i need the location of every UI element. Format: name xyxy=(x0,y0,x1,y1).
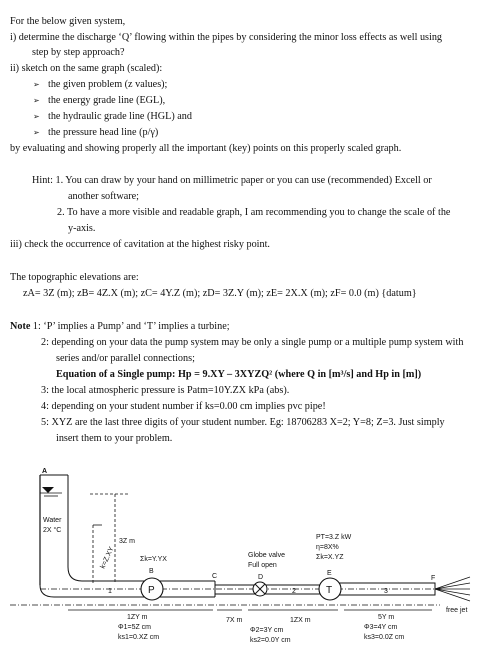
elevations-line: zA= 3Z (m); zB= 4Z.X (m); zC= 4Y.Z (m); zD= 3Z.Y (m); zE= 2X.X (m); zF= 0.0 (m) {datum} xyxy=(23,288,417,299)
note-4: 4: depending on your student number if ks=0.00 cm implies pvc pipe! xyxy=(41,401,326,412)
water-label: Water xyxy=(43,517,62,524)
intro-line: For the below given system, xyxy=(10,16,126,27)
free-jet-icon xyxy=(435,577,470,601)
question-ii: ii) sketch on the same graph (scaled): xyxy=(10,63,163,74)
reservoir xyxy=(40,475,136,597)
bullet-z-values: ➢ the given problem (z values); xyxy=(48,79,167,91)
turbine-efficiency-label: η=8X% xyxy=(316,544,339,551)
hint-2-line2: y-axis. xyxy=(68,223,96,234)
length-cd-label: 7X m xyxy=(226,617,243,624)
after-bullets-line: by evaluating and showing properly all the important (key) points on this properly scaled graph. xyxy=(10,143,402,154)
question-i-line1: i) determine the discharge ‘Q’ flowing within the pipes by considering the minor loss effects as well using xyxy=(10,32,443,43)
height-label: 3Z m xyxy=(119,538,135,545)
question-i-line2: step by step approach? xyxy=(32,47,125,58)
water-surface-icon xyxy=(42,487,54,493)
point-d-label: D xyxy=(258,574,264,581)
note-5-line1: 5: XYZ are the last three digits of your student number. Eg: 18706283 X=2; Y=8; Z=3. Just simply xyxy=(41,417,445,428)
point-b-label: B xyxy=(149,568,154,575)
hint-1-line1: Hint: 1. You can draw by your hand on millimetric paper or you can use (recommended) Excell or xyxy=(32,175,432,186)
point-e-label: E xyxy=(327,570,332,577)
note-label: Note xyxy=(10,321,31,332)
valve-state-label: Full open xyxy=(248,562,277,569)
note-3: 3: the local atmospheric pressure is Patm=10Y.ZX kPa (abs). xyxy=(41,385,290,396)
hint-2-line1: 2. To have a more visible and readable graph, I am recommending you to change the scale of the xyxy=(57,207,451,218)
point-a-label: A xyxy=(42,468,48,475)
point-c-label: C xyxy=(212,573,218,580)
pump-equation: Equation of a Single pump: Hp = 9.XY – 3XYZQ² (where Q in [m³/s] and Hp in [m]) xyxy=(56,369,422,380)
water-temp-label: 2X °C xyxy=(43,527,62,534)
roughness-1-label: ks1=0.XZ cm xyxy=(118,634,160,641)
turbine-label: T xyxy=(326,585,333,596)
length-3-label: 5Y m xyxy=(378,614,395,621)
diameter-3-label: Φ3=4Y cm xyxy=(364,624,398,631)
bullet-pressure-head: ➢ the pressure head line (p/γ) xyxy=(48,127,158,139)
segment-2-label: 2 xyxy=(292,588,296,595)
diameter-1-label: Φ1=5Z cm xyxy=(118,624,152,631)
pipe-system-diagram xyxy=(0,465,490,665)
pump-loss-label: Σk=Y.YX xyxy=(140,556,167,563)
roughness-3-label: ks3=0.0Z cm xyxy=(364,634,405,641)
valve-type-label: Globe valve xyxy=(248,552,285,559)
pump-label: P xyxy=(148,585,155,596)
point-f-label: F xyxy=(431,575,436,582)
free-jet-label: free jet xyxy=(446,607,468,614)
note-1-text: 1: ‘P’ implies a Pump’ and ‘T’ implies a turbine; xyxy=(32,321,230,332)
turbine-power-label: PT=3.Z kW xyxy=(316,534,352,541)
question-iii: iii) check the occurrence of cavitation at the highest risky point. xyxy=(10,239,270,250)
note-1 xyxy=(10,321,230,333)
length-2-label: 1ZX m xyxy=(290,617,311,624)
segment-1-label: 1 xyxy=(108,588,112,595)
bullet-egl: ➢ the energy grade line (EGL), xyxy=(48,95,165,107)
length-1-label: 1ZY m xyxy=(127,614,148,621)
turbine-loss-label: Σk=X.YZ xyxy=(316,554,344,561)
segment-3-label: 3 xyxy=(384,588,388,595)
slope-label: k=Z.XY xyxy=(99,545,116,570)
elevations-heading: The topographic elevations are: xyxy=(10,272,139,283)
note-5-line2: insert them to your problem. xyxy=(56,433,173,444)
note-2-line1: 2: depending on your data the pump system may be only a single pump or a multiple pump system with xyxy=(41,337,464,348)
note-2-line2: series and/or parallel connections; xyxy=(56,353,195,364)
diameter-2-label: Φ2=3Y cm xyxy=(250,627,284,634)
hint-1-line2: another software; xyxy=(68,191,139,202)
bullet-hgl: ➢ the hydraulic grade line (HGL) and xyxy=(48,111,192,123)
roughness-2-label: ks2=0.0Y cm xyxy=(250,637,291,644)
